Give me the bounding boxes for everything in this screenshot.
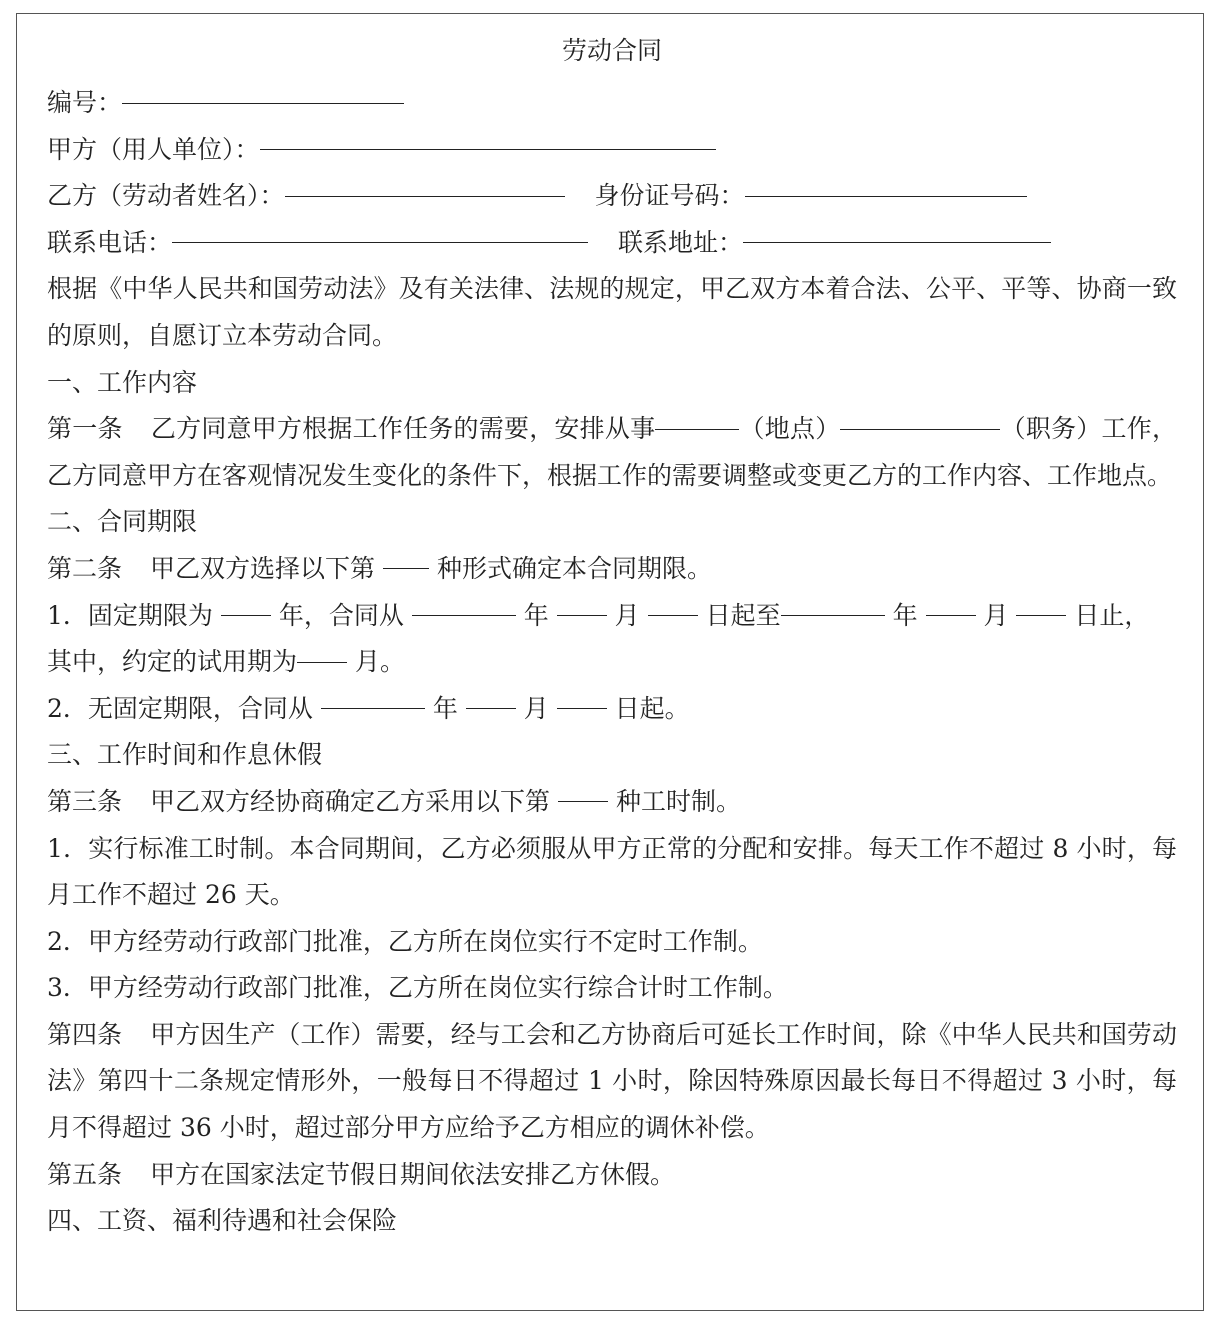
fixed-term-text: 日止，: [1074, 600, 1150, 630]
location-blank: [655, 428, 739, 430]
position-blank: [840, 428, 1000, 430]
probation-text: 月。: [354, 647, 405, 677]
fixed-term-text: 年，合同从: [278, 600, 404, 630]
party-b-blank: [285, 195, 565, 197]
article-2-text-b: 种形式确定本合同期限。: [436, 553, 712, 583]
address-blank: [743, 241, 1051, 243]
open-term-text: 月: [523, 693, 549, 723]
article-2-label: 第二条: [47, 553, 123, 583]
start-month-blank: [557, 614, 607, 616]
article-1-paragraph: [47, 406, 1177, 499]
article-5-text: 甲方在国家法定节假日期间依法安排乙方休假。: [150, 1159, 676, 1189]
comprehensive-hours-item: 3．甲方经劳动行政部门批准，乙方所在岗位实行综合计时工作制。: [47, 973, 788, 1003]
flexible-hours-item: 2．甲方经劳动行政部门批准，乙方所在岗位实行不定时工作制。: [47, 926, 763, 956]
article-2-paragraph: [47, 546, 1177, 593]
party-a-blank: [260, 148, 716, 150]
article-5-label: 第五条: [47, 1159, 123, 1189]
start-day-blank: [648, 614, 698, 616]
fixed-term-text: 1．固定期限为: [47, 600, 213, 630]
section-3-heading: 三、工作时间和作息休假: [47, 740, 323, 770]
end-month-blank: [926, 614, 976, 616]
party-b-label: 乙方（劳动者姓名）：: [47, 181, 285, 211]
probation-text: 其中，约定的试用期为: [47, 647, 298, 677]
article-3-paragraph: [47, 779, 1177, 826]
article-3-text-b: 种工时制。: [615, 786, 741, 816]
fixed-term-text: 年: [892, 600, 918, 630]
document-title: 劳动合同: [561, 36, 662, 65]
phone-label: 联系电话：: [47, 227, 173, 257]
fixed-term-text: 月: [983, 600, 1009, 630]
serial-number-row: [47, 80, 1177, 127]
open-start-day-blank: [557, 707, 607, 709]
section-1-heading: 一、工作内容: [47, 367, 198, 397]
probation-row: [47, 639, 1177, 686]
work-hours-type-blank: [558, 800, 608, 802]
section-4-heading: 四、工资、福利待遇和社会保险: [47, 1206, 398, 1236]
end-day-blank: [1016, 614, 1066, 616]
document-content: [47, 34, 1177, 1245]
article-4-text: 甲方因生产（工作）需要，经与工会和乙方协商后可延长工作时间，除《中华人民共和国劳动法》第四十二条规定情形外，一般每日不得超过 1 小时，除因特殊原因最长每日不得超过 3 小时，每月不得超过 36 小时，超过部分甲方应给予乙方相应的调休补偿。: [47, 1019, 1177, 1143]
party-a-row: [47, 127, 1177, 174]
id-number-blank: [745, 195, 1027, 197]
article-1-label: 第一条: [47, 414, 123, 444]
open-term-text: 2．无固定期限，合同从: [47, 693, 313, 723]
serial-number-blank: [122, 102, 404, 104]
term-type-blank: [383, 567, 429, 569]
section-2-heading: 二、合同期限: [47, 507, 198, 537]
article-1-text-c: （职务）工作，乙方同意甲方在客观情况发生变化的条件下，根据工作的需要调整或变更乙方的工作内容、工作地点。: [47, 414, 1177, 490]
fixed-term-text: 月: [614, 600, 640, 630]
address-label: 联系地址：: [618, 227, 744, 257]
probation-months-blank: [297, 661, 347, 663]
fixed-term-text: 年: [523, 600, 549, 630]
end-year-blank: [781, 614, 885, 616]
article-5-paragraph: [47, 1152, 1177, 1199]
document-page: [16, 13, 1204, 1311]
phone-blank: [172, 241, 588, 243]
serial-number-label: 编号：: [47, 88, 123, 117]
fixed-term-text: 日起至: [705, 600, 781, 630]
open-term-text: 日起。: [614, 693, 690, 723]
preamble-paragraph: 根据《中华人民共和国劳动法》及有关法律、法规的规定，甲乙双方本着合法、公平、平等、协商一致的原则，自愿订立本劳动合同。: [47, 274, 1177, 350]
party-a-label: 甲方（用人单位）：: [47, 134, 260, 164]
fixed-term-row: [47, 593, 1177, 640]
party-b-row: [47, 173, 1177, 220]
term-years-blank: [221, 614, 271, 616]
open-start-month-blank: [466, 707, 516, 709]
article-4-label: 第四条: [47, 1019, 123, 1049]
id-number-label: 身份证号码：: [594, 181, 745, 211]
start-year-blank: [412, 614, 516, 616]
open-start-year-blank: [321, 707, 425, 709]
article-3-text-a: 甲乙双方经协商确定乙方采用以下第: [150, 786, 551, 816]
article-2-text-a: 甲乙双方选择以下第: [150, 553, 376, 583]
open-term-text: 年: [432, 693, 458, 723]
article-3-label: 第三条: [47, 786, 123, 816]
contact-row: [47, 220, 1177, 267]
article-1-text-b: （地点）: [739, 414, 841, 444]
open-term-row: [47, 686, 1177, 733]
standard-hours-item: 1．实行标准工时制。本合同期间，乙方必须服从甲方正常的分配和安排。每天工作不超过 8 小时，每月工作不超过 26 天。: [47, 833, 1177, 910]
article-4-paragraph: [47, 1012, 1177, 1152]
article-1-text-a: 乙方同意甲方根据工作任务的需要，安排从事: [150, 414, 656, 444]
